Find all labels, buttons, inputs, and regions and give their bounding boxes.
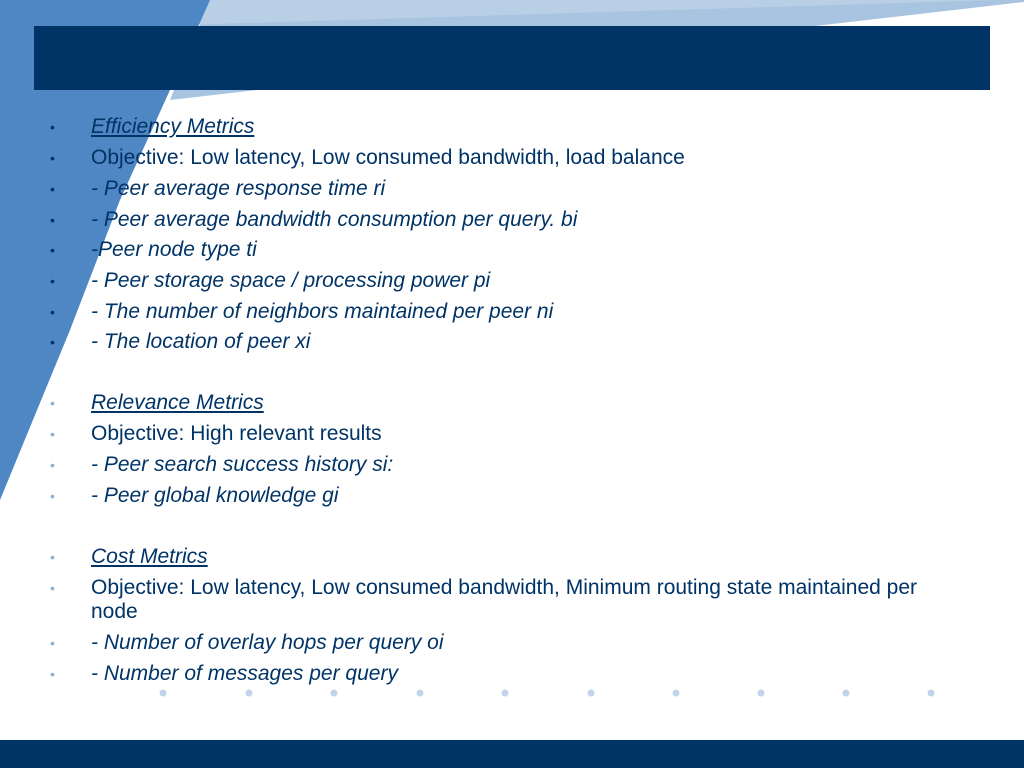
bullet-icon: • [50,666,55,682]
heading-text: Cost Metrics [91,545,208,568]
list-item-text: Objective: High relevant results [91,422,382,445]
bullet-icon: • [50,119,55,135]
bullet-icon: • [50,580,55,596]
bullet-icon: • [50,635,55,651]
bullet-icon: • [50,181,55,197]
bullet-icon: • [50,426,55,442]
heading-text: Efficiency Metrics [91,115,255,138]
bullet-icon: • [50,242,55,258]
bullet-icon: • [50,549,55,565]
bullet-icon: • [50,334,55,350]
list-item-text: -Peer node type ti [91,238,257,261]
list-item-text: Objective: Low latency, Low consumed bandwidth, Minimum routing state maintained per node [91,576,918,623]
bullet-icon: • [50,457,55,473]
list-item-text: - Number of messages per query [91,662,398,685]
bullet-icon: • [50,150,55,166]
list-item-text: Objective: Low latency, Low consumed bandwidth, load balance [91,146,685,169]
bullet-icon: • [50,395,55,411]
list-item-text: - Peer global knowledge gi [91,484,339,507]
footer-bar [0,740,1024,768]
list-item-text: - Peer search success history si: [91,453,394,476]
bullet-icon: • [50,273,55,289]
list-item-text: - Number of overlay hops per query oi [91,631,444,654]
bullet-icon: • [50,212,55,228]
list-item-text: - The location of peer xi [91,330,311,353]
bullet-icon: • [50,304,55,320]
heading-text: Relevance Metrics [91,391,264,414]
list-item-text: - Peer storage space / processing power pi [91,269,491,292]
list-item-text: - The number of neighbors maintained per peer ni [91,300,554,323]
bullet-icon: • [50,488,55,504]
title-bar [34,26,990,90]
list-item-text: - Peer average response time ri [91,177,386,200]
list-item-text: - Peer average bandwidth consumption per query. bi [91,208,578,231]
